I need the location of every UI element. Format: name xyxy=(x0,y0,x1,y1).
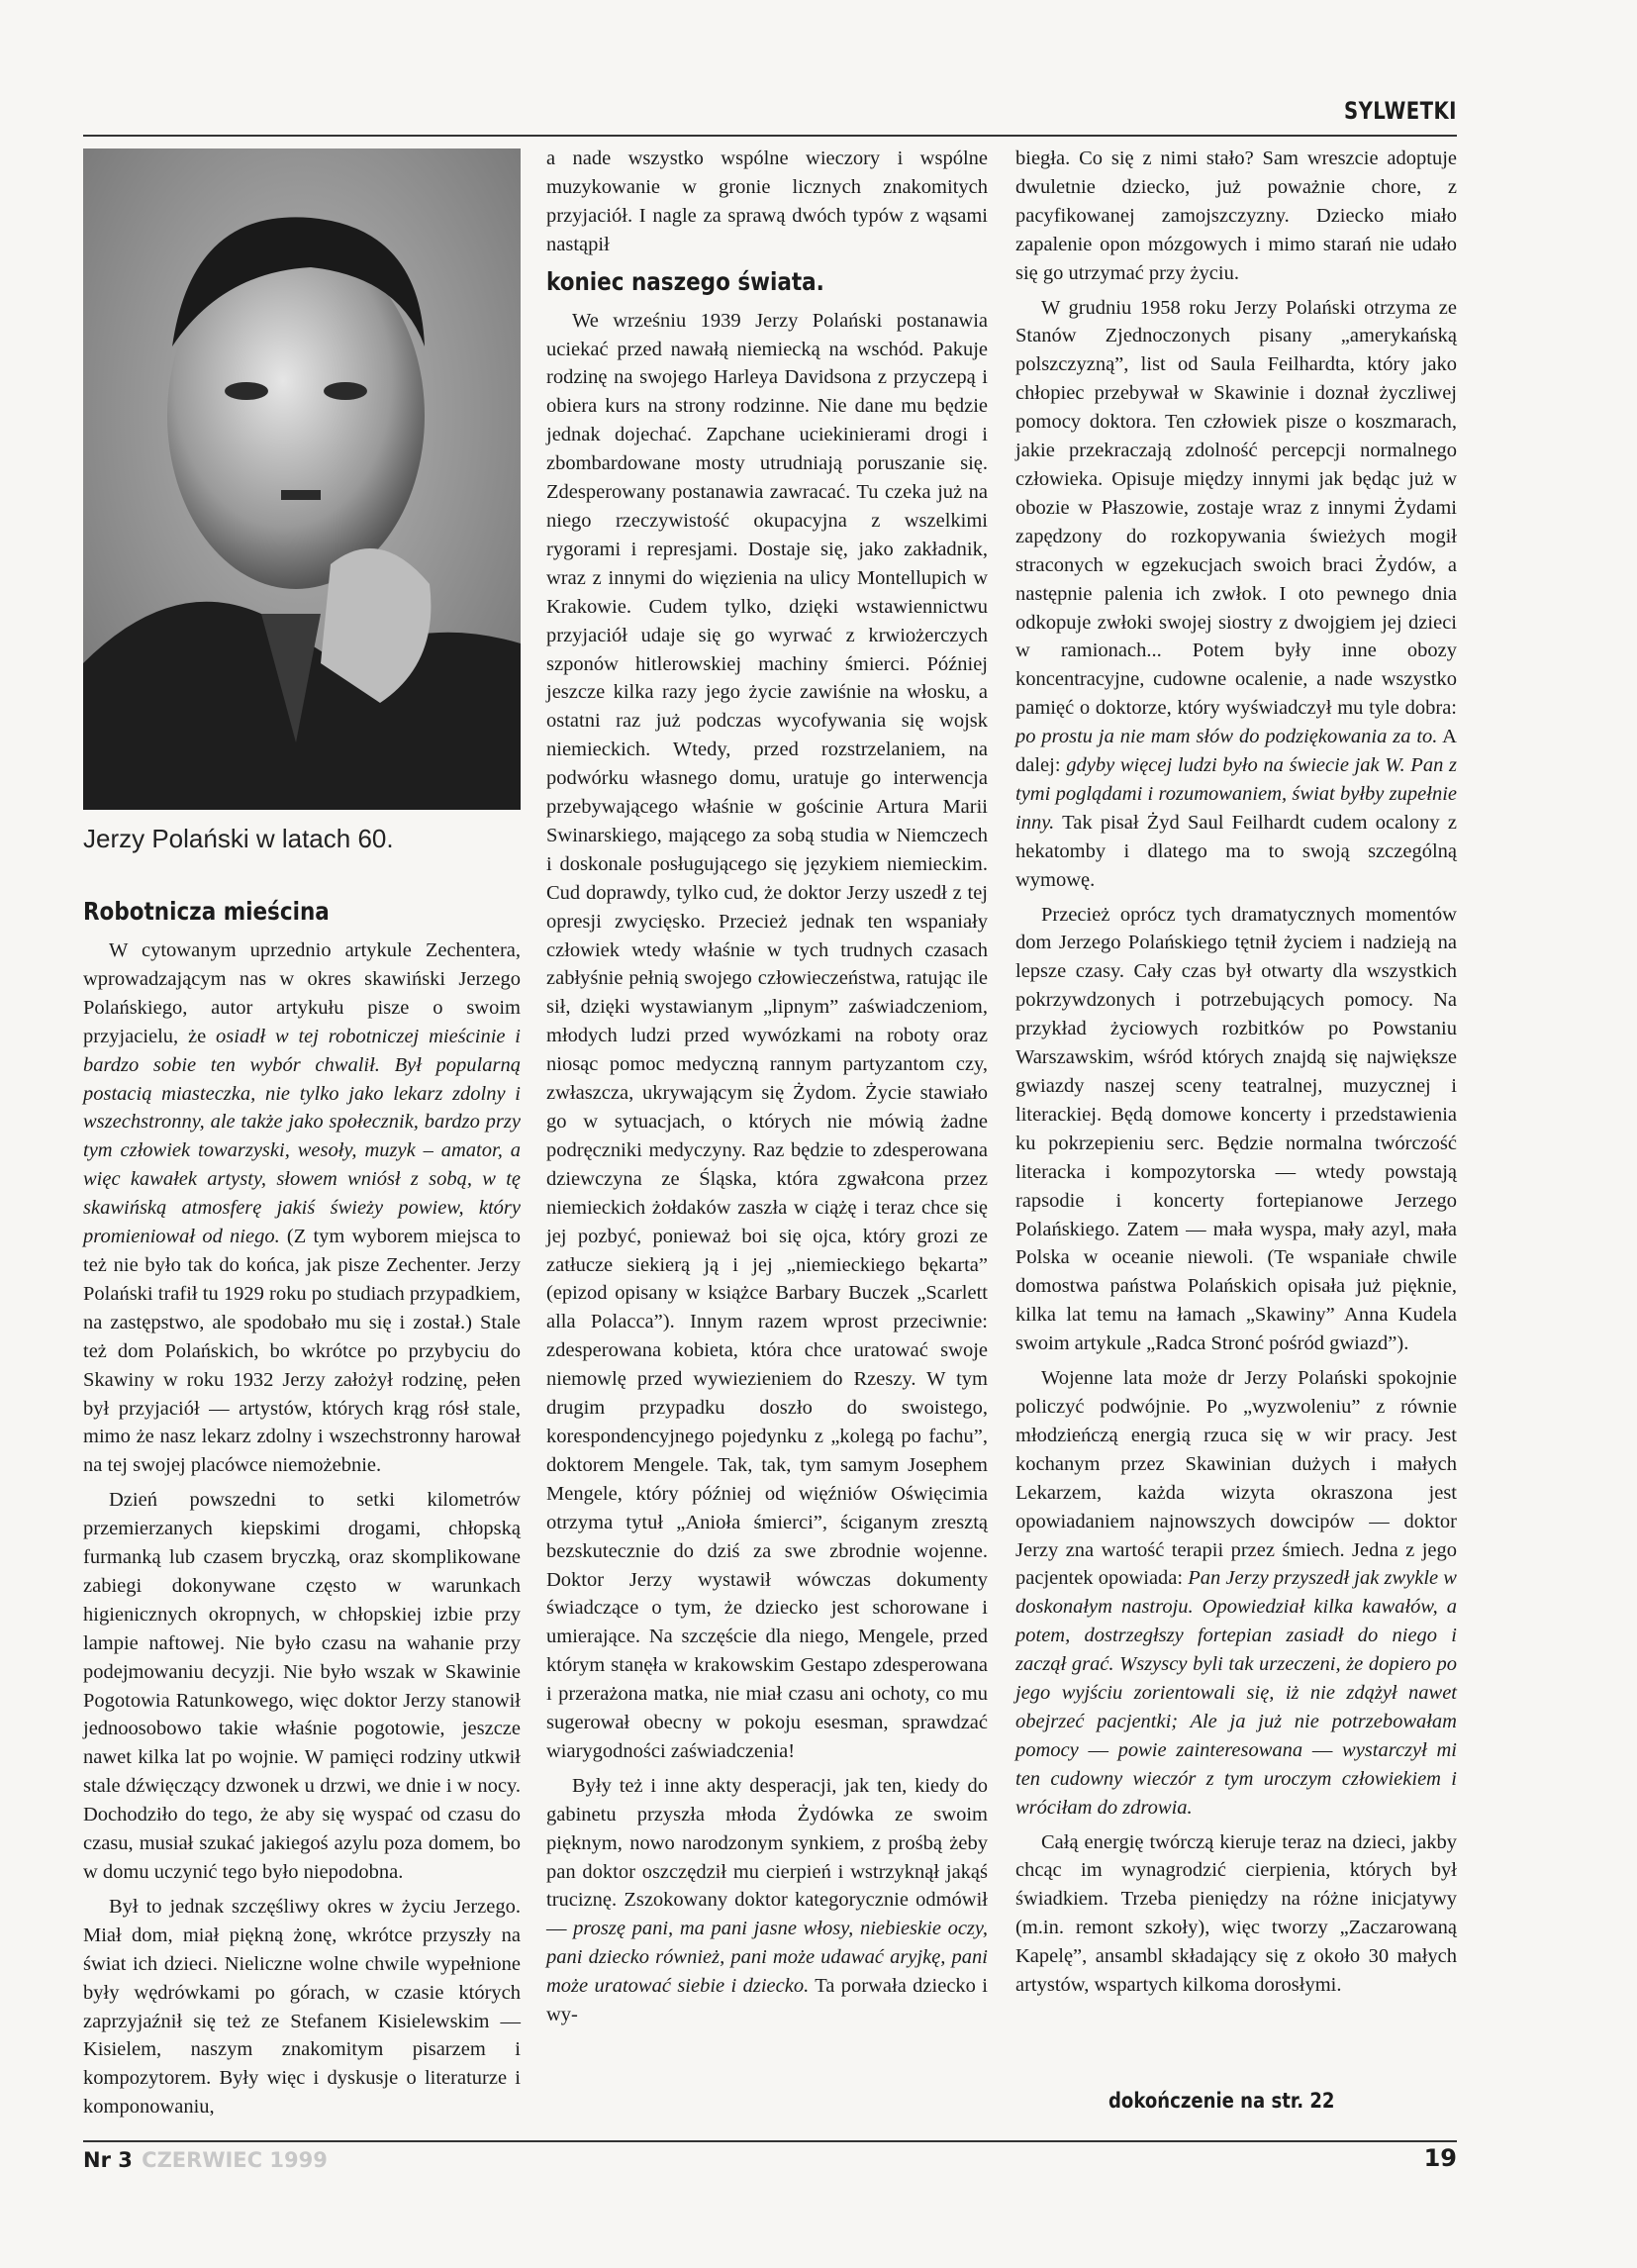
portrait-photo xyxy=(83,148,521,810)
text: — xyxy=(1302,1738,1343,1761)
quote-text: powie zainteresowana xyxy=(1117,1738,1303,1761)
paragraph: Dzień powszedni to setki kilometrów przemierzanych kiepskimi drogami, chłopską furmanką lub czasem bryczką, oraz skomplikowane zabiegi dokonywane często w warunkach higienicznych okropnych, w chłopskiej izbie przy lampie naftowej. Nie było czasu na wahanie przy podejmowaniu decyzji. Nie było wszak w Skawinie Pogotowia Ratunkowego, więc doktor Jerzy stanowił jednoosobowo takie właśnie pogotowie, jeszcze nawet kilka lat po wojnie. W pamięci rodziny utkwił stale dźwięczący dzwonek u drzwi, we dnie i w nocy. Dochodziło do tego, że aby się wyspać od czasu do czasu, musiał szukać jakiegoś azylu poza domem, bo w domu uczynić tego było niepodobna. xyxy=(83,1489,521,1883)
issue-label xyxy=(83,2148,328,2172)
issue-date: CZERWIEC 1999 xyxy=(142,2148,328,2172)
quote-text: osiadł w tej robotniczej mieścinie i bardzo sobie ten wybór chwalił. Był popularną postacią miasteczka, nie tylko jako lekarz zdolny i wszechstronny, ale także jako społecznik, bardzo przy tym człowiek towarzyski, wesoły, muzyk – amator, a więc kawałek artysty, słowem wniósł z sobą, w tę skawińską atmosferę jakiś świeży powiew, który promieniował od niego. xyxy=(83,1025,521,1248)
text: W grudniu 1958 roku Jerzy Polański otrzyma ze Stanów Zjednoczonych pisany „amerykańską polszczyzną”, list od Saula Feilhardta, który jako chłopiec przebywał w Skawinie i doznał życzliwej pomocy doktora. Ten człowiek pisze o koszmarach, jakie przekraczają zdolność percepcji normalnego człowieka. Opisuje między innymi jak będąc już w obozie w Płaszowie, zostaje wraz z innymi Żydami zapędzony do rozkopywania świeżych mogił straconych w egzekucjach swoich braci Żydów, a następnie palenia ich zwłok. I oto pewnego dnia odkopuje zwłoki swojej siostry z dwojgiem jej dzieci w ramionach... Potem były inne obozy koncentracyjne, cudowne ocalenie, a nade wszystko pamięć o doktorze, który wyświadczył mu tyle dobra: xyxy=(1015,296,1457,720)
column-1-body xyxy=(83,889,521,2127)
text: W cytowanym uprzednio artykule Zechentera, wprowadzającym nas w okres skawiński Jerzego Polańskiego, autor artykułu pisze o swoim przyjacielu, że xyxy=(83,939,521,1047)
text: A dalej: xyxy=(1015,726,1457,777)
text: Tak pisał Żyd Saul Feilhardt cudem ocalony z hekatomby i dlatego ma to swoją szczególną wymowę. xyxy=(1015,811,1457,891)
paragraph xyxy=(1015,294,1457,895)
text: Wojenne lata może dr Jerzy Polański spokojnie policzyć podwójnie. Po „wyzwoleniu” z równie młodzieńczą energią rzuca się w wir pracy. Jest kochanym przez Skawinian dużych i małych Lekarzem, każda wizyta okraszona jest opowiadaniem najnowszych dowcipów — doktor Jerzy zna wartość terapii przez śmiech. Jedna z jego pacjentek opowiada: xyxy=(1015,1367,1457,1590)
quote-text: gdyby więcej ludzi było na świecie jak W. Pan z tymi poglądami i rozumowaniem, świat byłby zupełnie inny. xyxy=(1015,754,1457,834)
quote-text: proszę pani, ma pani jasne włosy, niebieskie oczy, pani dziecko również, pani może udawać aryjkę, pani może uratować siebie i dziecko. xyxy=(546,1918,989,1998)
quote-text: po prostu ja nie mam słów do podziękowania za to. xyxy=(1015,726,1438,748)
section-label: SYLWETKI xyxy=(1344,97,1457,125)
subheading-koniec: koniec naszego świata. xyxy=(546,266,824,296)
subheading-robotnicza: Robotnicza mieścina xyxy=(83,897,330,926)
column-2 xyxy=(546,145,988,2035)
photo-caption: Jerzy Polański w latach 60. xyxy=(83,824,394,853)
text: (Z tym wyborem miejsca to też nie było tak do końca, jak pisze Zechenter. Jerzy Polański trafił tu 1929 roku po studiach przypadkiem, na zastępstwo, ale spodobało mu się i został.) Stale też dom Polańskich, bo wkrótce po przybyciu do Skawiny w roku 1932 Jerzy założył rodzinę, pełen był przyjaciół — artystów, których krąg rósł stale, mimo że nasz lekarz zdolny i wszechstronny harował na tej swojej placówce niemożebnie. xyxy=(83,1226,521,1477)
paragraph xyxy=(83,937,521,1480)
page-number: 19 xyxy=(1423,2144,1457,2172)
paragraph: Całą energię twórczą kieruje teraz na dzieci, jakby chcąc im wynagrodzić cierpienia, których był świadkiem. Trzeba pieniędzy na różne inicjatywy (m.in. remont szkoły), więc tworzy „Zaczarowaną Kapelę”, ansambl składający się z około 30 małych artystów, wspartych kilkoma dorosłymi. xyxy=(1015,1830,1457,1997)
text: Ta porwała dziecko i wy- xyxy=(546,1975,988,2026)
paragraph xyxy=(1015,1364,1457,1823)
text: — xyxy=(1078,1738,1118,1761)
text: Były też i inne akty desperacji, jak ten, kiedy do gabinetu przyszła młoda Żydówka ze swoim pięknym, nowo narodzonym synkiem, z prośbą żeby pan doktor oszczędził mu cierpień i wstrzyknął jakąś truciznę. Zszokowany doktor kategorycznie odmówił — xyxy=(546,1774,988,1940)
paragraph: Przecież oprócz tych dramatycznych momentów dom Jerzego Polańskiego tętnił życiem i nadzieją na lepsze czasy. Cały czas był otwarty dla wszystkich pokrzywdzonych i potrzebujących pomocy. Na przykład życiowych rozbitków po Powstaniu Warszawskim, wśród których znajdą się największe gwiazdy naszej sceny teatralnej, muzycznej i literackiej. Będą domowe koncerty i przedstawienia ku pokrzepieniu serc. Będzie normalna twórczość literacka i kompozytorska — wtedy powstają rapsodie i koncerty fortepianowe Jerzego Polańskiego. Zatem — mała wyspa, mały azyl, mała Polska w oceanie niewoli. (Te wspaniałe chwile domostwa państwa Polańskich opisała już pięknie, kilka lat temu na łamach „Skawiny” Anna Kudela swoim artykule „Radca Stronć pośród gwiazd”). xyxy=(1015,903,1457,1355)
portrait-image xyxy=(83,148,521,810)
issue-number: Nr 3 xyxy=(83,2148,133,2172)
paragraph: Był to jednak szczęśliwy okres w życiu Jerzego. Miał dom, miał piękną żonę, wkrótce przyszły na świat ich dzieci. Nieliczne wolne chwile wypełnione były wędrówkami po górach, w czasie których zaprzyjaźnił się też ze Stefanem Kisielewskim — Kisielem, naszym znakomitym pisarzem i kompozytorem. Były więc i dyskusje o literaturze i komponowaniu, xyxy=(83,1895,521,2119)
top-rule xyxy=(83,135,1457,137)
quote-text: wystarczył mi ten cudowny wieczór z tym uroczym człowiekiem i wróciłam do zdrowia. xyxy=(1015,1738,1457,1819)
paragraph: We wrześniu 1939 Jerzy Polański postanawia uciekać przed nawałą niemiecką na wschód. Pakuje rodzinę na swojego Harleya Davidsona z przyczepą i obiera kurs na strony rodzinne. Nie dane mu będzie jednak dojechać. Zapchane uciekinierami drogi i zbombardowane mosty utrudniają poruszanie się. Zdesperowany postanawia zawracać. Tu czeka już na niego rzeczywistość okupacyjna z wszelkimi rygorami i represjami. Dostaje się, jako zakładnik, wraz z innymi do więzienia na ulicy Montellupich w Krakowie. Cudem tylko, dzięki wstawiennictwu przyjaciół udaje się go wyrwać z krwiożerczych szponów hitlerowskiej machiny śmierci. Później jeszcze kilka razy jego życie zawiśnie na włosku, a ostatni raz już podczas wycofywania się wojsk niemieckich. Wtedy, przed rozstrzelaniem, na podwórku własnego domu, uratuje go interwencja przebywającego właśnie w gościnie Artura Marii Swinarskiego, mającego za sobą studia w Niemczech i doskonale posługującego się językiem niemieckim. Cud doprawdy, tylko cud, że doktor Jerzy uszedł z tej opresji zwycięsko. Przecież jednak ten wspaniały człowiek wtedy właśnie w tych trudnych czasach zabłyśnie pełnią swojego człowieczeństwa, ratując ile sił, dzięki wystawianym „lipnym” zaświadczeniom, młodych ludzi przed wywózkami na roboty oraz niosąc pomoc medyczną rannym partyzantom czy, zwłaszcza, ukrywającym się Żydom. Życie stawiało go w sytuacjach, o których nie mówią żadne podręczniki medyczyny. Raz będzie to zdesperowana dziewczyna ze Śląska, która zgwałcona przez niemieckich żołdaków zaszła w ciążę i teraz chce się jej pozbyć, ponieważ boi się ojca, który grozi ze zatłucze siekierą ją i jej „niemieckiego bękarta” (epizod opisany w książce Barbary Buczek „Scarlett alla Polacca”). Innym razem wprost przeciwnie: zdesperowana kobieta, która chce uratować swoje niemowlę przed wywiezieniem do Rzeszy. W tym drugim przypadku doszło do swoistego, korespondencyjnego pojedynku z „kolegą po fachu”, doktorem Mengele. Tak, tak, tym samym Josephem Mengele, który później od więźniów Oświęcimia otrzyma tytuł „Anioła śmierci”, ściganym zresztą bezskutecznie do dziś za swe zbrodnie wojenne. Doktor Jerzy wystawił wówczas dokumenty świadczące o tym, że dziecko jest schorowane i umierające. Na szczęście dla niego, Mengele, przed którym stanęła w krakowskim Gestapo zdesperowana i przerażona matka, nie miał czasu ani ochoty, co mu sugerował obecny w pokoju esesman, sprawdzać wiarygodności zaświadczenia! xyxy=(546,309,988,1762)
continued-note: dokończenie na str. 22 xyxy=(1108,2089,1335,2113)
column-3 xyxy=(1015,145,1457,2006)
paragraph: a nade wszystko wspólne wieczory i wspólne muzykowanie w gronie licznych znakomitych przyjaciół. I nagle za sprawą dwóch typów z wąsami nastąpił xyxy=(546,148,988,255)
bottom-rule xyxy=(83,2140,1457,2142)
paragraph xyxy=(546,1772,988,2029)
quote-text: Pan Jerzy przyszedł jak zwykle w doskonałym nastroju. Opowiedział kilka kawałów, a potem, dostrzegłszy fortepian zasiadł do niego i zaczął grać. Wszyscy byli tak urzeczeni, że dopiero po jego wyjściu zorientowali się, iż nie zdążył nawet obejrzeć pacjentki; Ale ja już nie potrzebowałam pomocy xyxy=(1015,1567,1457,1761)
paragraph: biegła. Co się z nimi stało? Sam wreszcie adoptuje dwuletnie dziecko, już poważnie chore, z pacyfikowanej zamojszczyzny. Dziecko miało zapalenie opon mózgowych i mimo starań nie udało się go utrzymać przy życiu. xyxy=(1015,148,1457,284)
